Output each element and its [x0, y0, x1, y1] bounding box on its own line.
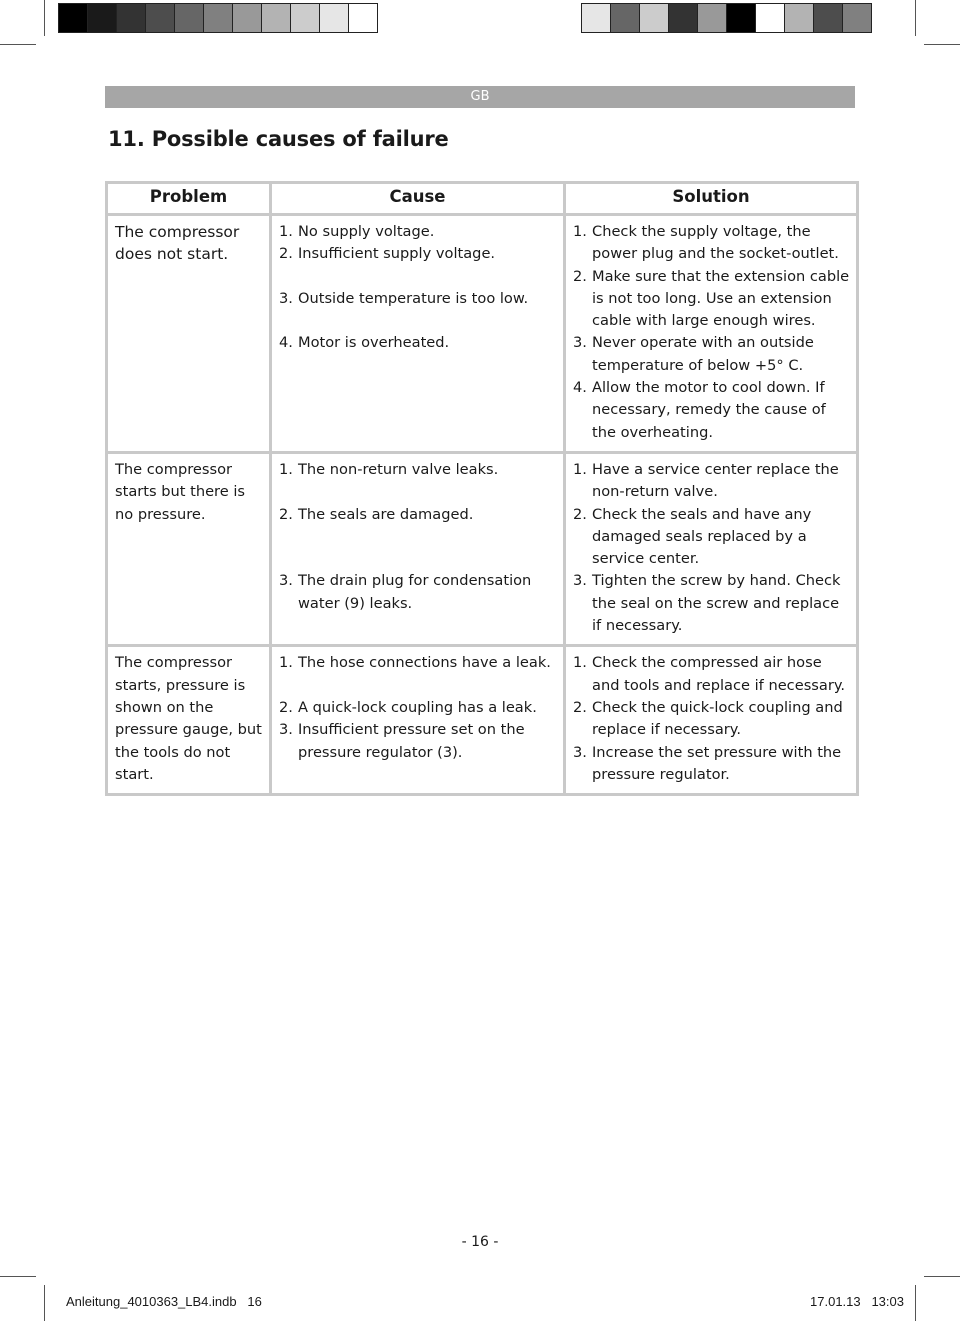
cause-cell — [271, 215, 565, 453]
solution-item: 1. Have a service center replace the non-return valve. — [573, 460, 839, 501]
solution-item: 3. Never operate with an outside temperature of below +5° C. — [573, 334, 814, 374]
table-header-row — [107, 183, 858, 215]
cause-item: 2. Insufficient supply voltage. — [279, 245, 496, 263]
color-swatch — [117, 4, 146, 32]
crop-mark — [44, 0, 45, 36]
solution-item: 1. Check the compressed air hose and tools and replace if necessary. — [573, 654, 846, 694]
solution-item: 2. Check the seals and have any damaged seals replaced by a service center. — [573, 505, 812, 568]
color-swatch — [843, 4, 871, 32]
color-swatch — [698, 4, 727, 32]
color-swatch — [59, 4, 88, 32]
color-swatch — [88, 4, 117, 32]
table-row — [107, 215, 858, 453]
problem-cell — [107, 215, 271, 453]
cause-item: 1. The non-return valve leaks. — [279, 460, 499, 478]
color-swatch — [233, 4, 262, 32]
section-title: 11. Possible causes of failure — [108, 127, 449, 151]
problem-text: The compressor starts, pressure is shown on the pressure gauge, but the tools do not start. — [115, 654, 262, 783]
solution-cell — [565, 215, 858, 453]
color-swatch — [640, 4, 669, 32]
cause-item: 1. No supply voltage. — [279, 223, 435, 240]
color-swatch — [262, 4, 291, 32]
cause-item: 3. Outside temperature is too low. — [279, 289, 529, 307]
language-header-bar — [105, 86, 855, 108]
column-header-problem: Problem — [107, 183, 271, 215]
page-number: - 16 - — [461, 1234, 499, 1250]
solution-item: 2. Make sure that the extension cable is not too long. Use an extension cable with large enough wires. — [573, 267, 850, 330]
print-date-time: 17.01.13 13:03 — [810, 1294, 904, 1309]
solution-item: 4. Allow the motor to cool down. If necessary, remedy the cause of the overheating. — [573, 379, 826, 441]
color-swatch — [291, 4, 320, 32]
cause-item: 4. Motor is overheated. — [279, 334, 450, 352]
color-swatch — [727, 4, 756, 32]
color-swatch — [320, 4, 349, 32]
color-bar-left — [58, 3, 378, 33]
color-swatch — [175, 4, 204, 32]
solution-cell — [565, 452, 858, 645]
crop-mark — [924, 1276, 960, 1277]
cause-item: 1. The hose connections have a leak. — [279, 654, 551, 672]
crop-mark — [44, 1285, 45, 1321]
cause-cell — [271, 646, 565, 795]
language-code: GB — [470, 89, 490, 104]
solution-item: 2. Check the quick-lock coupling and replace if necessary. — [573, 698, 843, 739]
cause-item: 2. A quick-lock coupling has a leak. — [279, 698, 537, 716]
color-swatch — [146, 4, 175, 32]
color-swatch — [785, 4, 814, 32]
solution-item: 1. Check the supply voltage, the power plug and the socket-outlet. — [573, 223, 839, 263]
troubleshooting-table — [105, 181, 859, 796]
color-swatch — [204, 4, 233, 32]
solution-item: 3. Tighten the screw by hand. Check the seal on the screw and replace if necessary. — [573, 572, 841, 635]
crop-mark — [915, 1285, 916, 1321]
color-swatch — [814, 4, 843, 32]
crop-mark — [924, 44, 960, 45]
color-bar-right — [581, 3, 872, 33]
solution-cell — [565, 646, 858, 795]
crop-mark — [0, 1276, 36, 1277]
cause-item: 3. Insufficient pressure set on the pressure regulator (3). — [279, 721, 525, 761]
problem-cell — [107, 646, 271, 795]
color-swatch — [756, 4, 785, 32]
cause-cell — [271, 452, 565, 645]
cause-item: 3. The drain plug for condensation water (9) leaks. — [279, 572, 532, 612]
color-swatch — [611, 4, 640, 32]
column-header-cause: Cause — [271, 183, 565, 215]
color-swatch — [582, 4, 611, 32]
table-row — [107, 452, 858, 645]
table-row — [107, 646, 858, 795]
crop-mark — [0, 44, 36, 45]
file-info: Anleitung_4010363_LB4.indb 16 — [66, 1294, 262, 1309]
crop-mark — [915, 0, 916, 36]
color-swatch — [349, 4, 377, 32]
problem-cell — [107, 452, 271, 645]
problem-text: The compressor starts but there is no pressure. — [115, 460, 246, 523]
cause-item: 2. The seals are damaged. — [279, 505, 474, 523]
problem-text: The compressor does not start. — [115, 223, 240, 264]
column-header-solution: Solution — [565, 183, 858, 215]
solution-item: 3. Increase the set pressure with the pressure regulator. — [573, 743, 842, 783]
color-swatch — [669, 4, 698, 32]
